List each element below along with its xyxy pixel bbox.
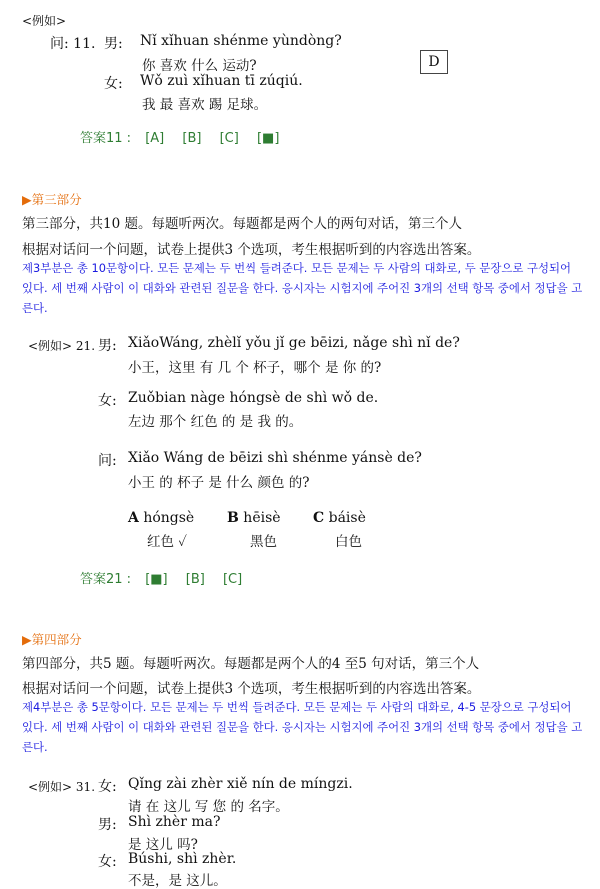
speaker-male: 男: <box>98 338 117 354</box>
option-b: [B] <box>185 572 205 587</box>
pinyin-line: Shì zhèr ma? <box>128 814 221 830</box>
pinyin-line: Zuǒbian nàge hóngsè de shì wǒ de. <box>128 390 379 406</box>
pinyin-line: Qǐng zài zhèr xiě nín de míngzi. <box>128 776 353 792</box>
section-heading: ▶第四部分 <box>22 632 82 647</box>
question-number: 问: 11. <box>50 36 96 52</box>
speaker-male: 男: <box>98 817 117 833</box>
choice-pinyin: báisè <box>328 510 366 526</box>
option-a: [A] <box>145 131 165 146</box>
instruction-line: 根据对话问一个问题，试卷上提供3 个选项，考生根据听到的内容选出答案。 <box>22 681 481 697</box>
pinyin-line: Nǐ xǐhuan shénme yùndòng? <box>140 33 342 49</box>
choice-pinyin: hēisè <box>243 510 281 526</box>
korean-instruction: 제3부분은 총 10문항이다. 모든 문제는 두 번씩 들려준다. 모든 문제는 두 사람의 대화로, 두 문장으로 구성되어 있다. 세 번째 사람이 이 대화와 관련된 질문을 한다. 응시자는 시험지에 주어진 3개의 선택 항목 중에서 정답을 고른다. <box>22 261 583 315</box>
hanzi-line: 是 这儿 吗? <box>128 837 198 853</box>
hanzi-line: 我 最 喜欢 踢 足球。 <box>142 97 268 113</box>
answer-label: 答案21 : <box>80 572 132 587</box>
hanzi-line: 左边 那个 红色 的 是 我 的。 <box>128 414 303 430</box>
pinyin-line: Wǒ zuì xǐhuan tī zúqiú. <box>140 73 303 89</box>
option-c: [C] <box>222 572 243 587</box>
answer-row <box>80 127 279 146</box>
answer-box: D <box>420 50 448 74</box>
instruction-line: 第三部分，共10 题。每题听两次。每题都是两个人的两句对话，第三个人 <box>22 216 462 232</box>
section-heading: ▶第三部分 <box>22 192 82 207</box>
speaker-question: 问: <box>98 453 117 469</box>
choice-letter: C <box>313 510 325 526</box>
choice-hanzi: 红色 ✓ <box>147 534 187 550</box>
instruction-line: 根据对话问一个问题，试卷上提供3 个选项，考生根据听到的内容选出答案。 <box>22 242 481 258</box>
pinyin-line: Búshi, shì zhèr. <box>128 851 237 867</box>
hanzi-line: 你 喜欢 什么 运动? <box>142 58 257 74</box>
answer-label: 答案11 : <box>80 131 132 146</box>
speaker-male: 男: <box>104 36 123 52</box>
speaker-female: 女: <box>104 76 123 92</box>
example-tag: <例如> 31. <box>28 780 96 794</box>
korean-instruction: 제4부분은 총 5문항이다. 모든 문제는 두 번씩 들려준다. 모든 문제는 두 사람의 대화로, 4-5 문장으로 구성되어 있다. 세 번째 사람이 이 대화와 관련된 질문을 한다. 응시자는 시험지에 주어진 3개의 선택 항목 중에서 정답을 고른다. <box>22 700 583 754</box>
hanzi-line: 小王，这里 有 几 个 杯子，哪个 是 你 的? <box>128 360 382 376</box>
speaker-female: 女: <box>98 779 117 795</box>
instruction-line: 第四部分，共5 题。每题听两次。每题都是两个人的4 至5 句对话，第三个人 <box>22 656 480 672</box>
speaker-female: 女: <box>98 854 117 870</box>
option-d-marked: [■] <box>256 131 280 146</box>
speaker-female: 女: <box>98 393 117 409</box>
pinyin-line: Xiǎo Wáng de bēizi shì shénme yánsè de? <box>128 450 422 466</box>
pinyin-line: XiǎoWáng, zhèlǐ yǒu jǐ ge bēizi, nǎge shì nǐ de? <box>128 335 460 351</box>
option-a-marked: [■] <box>145 572 168 587</box>
hanzi-line: 请 在 这儿 写 您 的 名字。 <box>128 799 289 815</box>
example-tag: <例如> 21. <box>28 339 96 353</box>
option-c: [C] <box>219 131 239 146</box>
choice-b <box>227 510 281 526</box>
choice-letter: A <box>128 510 139 526</box>
choice-pinyin: hóngsè <box>143 510 195 526</box>
example-tag: <例如> <box>22 14 67 28</box>
hanzi-line: 不是，是 这儿。 <box>128 873 227 889</box>
choice-letter: B <box>227 510 239 526</box>
choice-a <box>128 510 194 526</box>
choice-hanzi: 黑色 <box>250 534 277 550</box>
answer-row <box>80 568 242 587</box>
choice-hanzi: 白色 <box>335 534 362 550</box>
choice-c <box>313 510 366 526</box>
hanzi-line: 小王 的 杯子 是 什么 颜色 的? <box>128 475 310 491</box>
option-b: [B] <box>182 131 202 146</box>
